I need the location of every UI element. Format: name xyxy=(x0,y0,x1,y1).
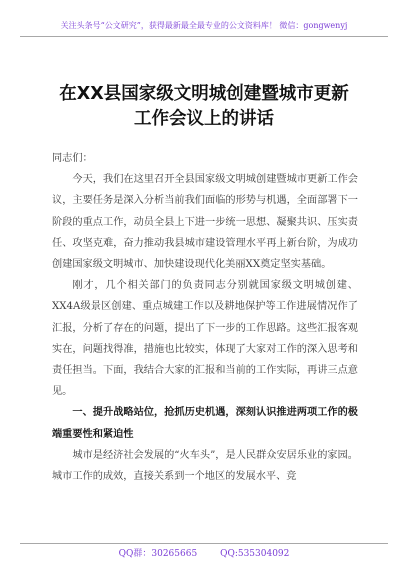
salutation: 同志们： xyxy=(52,153,93,164)
document-body xyxy=(52,148,358,487)
footer-qq-group: QQ群：30265665 xyxy=(118,549,198,559)
title-line-2: 工作会议上的讲话 xyxy=(134,109,274,129)
footer-watermark xyxy=(30,548,378,561)
document-title xyxy=(24,82,384,132)
title-line-1: 在XX县国家级文明城创建暨城市更新 xyxy=(59,84,349,104)
header-divider xyxy=(20,36,388,37)
section-heading-1: 一、提升战略站位，抢抓历史机遇，深刻认识推进两项工作的极端重要性和紧迫性 xyxy=(52,406,358,440)
header-watermark: 关注头条号“公文研究”，获得最新最全最专业的公文资料库！ 微信：gongwenyj xyxy=(60,21,348,30)
footer-qq: QQ:535304092 xyxy=(220,549,290,559)
footer-divider xyxy=(20,543,388,544)
paragraph-3: 城市是经济社会发展的“火车头”，是人民群众安居乐业的家园。城市工作的成效，直接关系到一个地区的发展水平、竞 xyxy=(52,449,358,483)
paragraph-2: 刚才，几个相关部门的负责同志分别就国家级文明城创建、XX4A级景区创建、重点城建工作以及耕地保护等工作进展情况作了汇报，分析了存在的问题，提出了下一步的工作思路。这些汇报客观实在，问题找得准，措施也比较实，体现了大家对工作的深入思考和责任担当。下面，我结合大家的汇报和当前的工作实际，再讲三点意见。 xyxy=(52,280,358,398)
paragraph-1: 今天，我们在这里召开全县国家级文明城创建暨城市更新工作会议，主要任务是深入分析当前我们面临的形势与机遇，全面部署下一阶段的重点工作，动员全县上下进一步统一思想、凝聚共识、压实责任、攻坚克难，奋力推动我县城市建设管理水平再上新台阶，为成功创建国家级文明城市、加快建设现代化美丽XX奠定坚实基础。 xyxy=(52,174,358,271)
